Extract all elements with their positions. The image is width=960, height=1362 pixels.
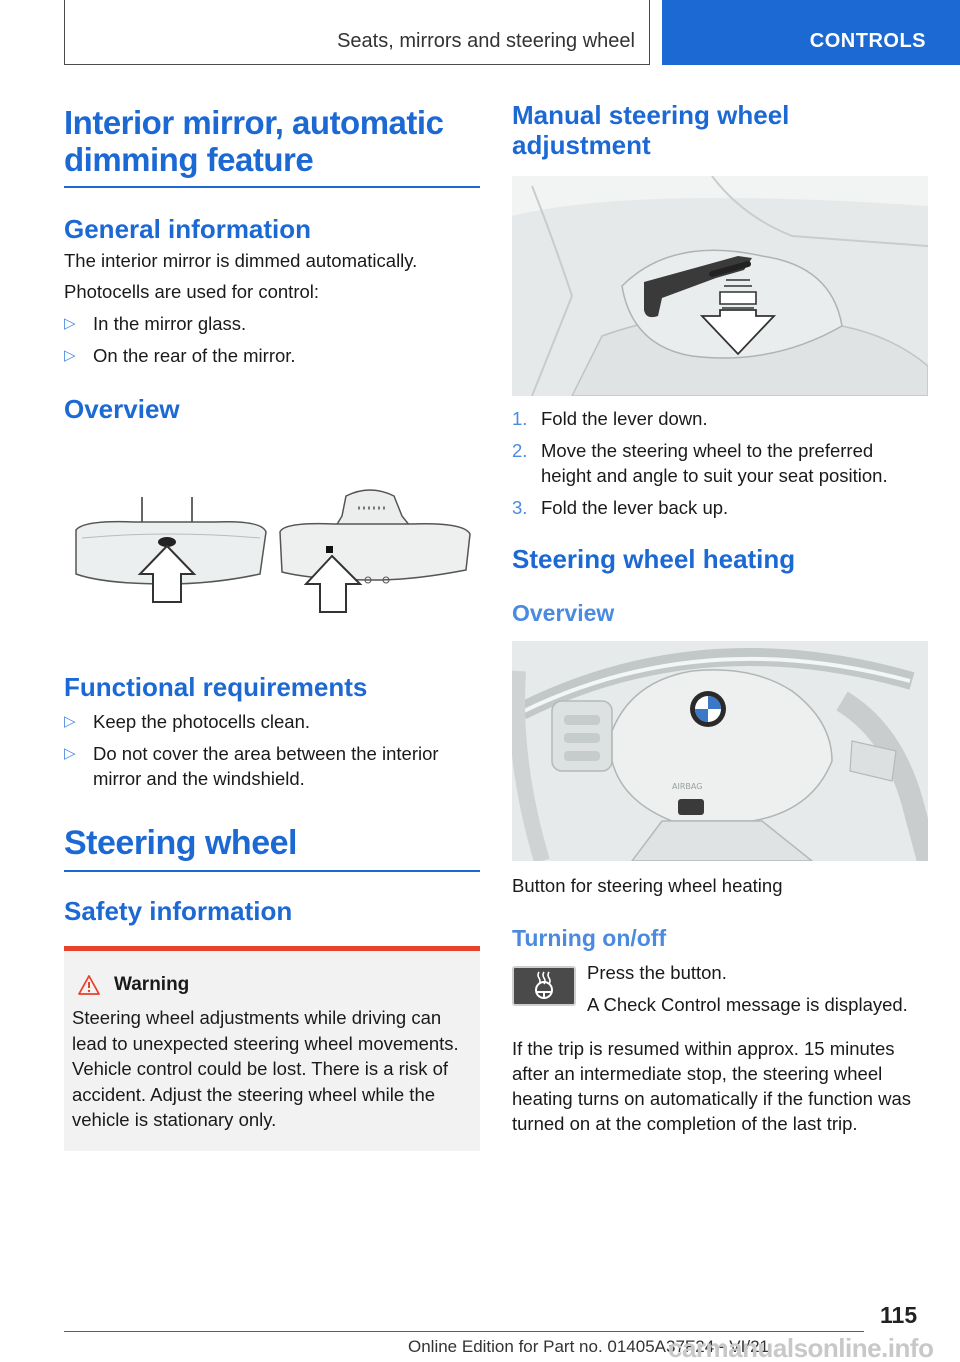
general-paragraph-1: The interior mirror is dimmed automatically.: [64, 250, 418, 271]
header-section-box: [64, 0, 650, 65]
list-item: 3. Fold the lever back up.: [512, 497, 729, 518]
general-information-heading: General information: [64, 214, 312, 244]
press-button-text: Press the button.: [587, 962, 727, 983]
steering-column-lever-illustration: [512, 176, 928, 396]
heating-image-caption: Button for steering wheel heating: [512, 875, 783, 896]
edition-text: Online Edition for Part no. 01405A37F24 - VI/21: [408, 1337, 770, 1356]
list-item: 2. Move the steering wheel to the preferred height and angle to suit your seat position.: [512, 440, 888, 486]
safety-information-heading: Safety information: [64, 896, 293, 926]
triangle-right-icon: ▷: [64, 745, 76, 762]
mirror-section-title: Interior mirror, automatic dimming feature: [64, 104, 444, 178]
warning-box: [64, 946, 480, 1151]
general-paragraph-2: Photocells are used for control:: [64, 281, 320, 302]
steering-lever-image: [512, 176, 928, 396]
chapter-tab-label: CONTROLS: [809, 30, 926, 52]
airbag-marking: AIRBAG: [672, 782, 703, 791]
warning-title: Warning: [114, 974, 190, 995]
footer-rule: [64, 1331, 864, 1332]
triangle-right-icon: ▷: [64, 347, 76, 364]
section-title: Seats, mirrors and steering wheel: [337, 30, 635, 52]
title-rule: [64, 186, 480, 188]
turning-on-off-heading: Turning on/off: [512, 925, 667, 951]
steering-wheel-image: [512, 641, 928, 861]
photocell-list: [64, 311, 480, 368]
warning-triangle-icon: [78, 975, 100, 995]
steering-wheel-title: Steering wheel: [64, 824, 297, 862]
overview-heading: Overview: [64, 394, 180, 424]
list-item: ▷ Keep the photocells clean.: [64, 711, 311, 732]
steering-wheel-illustration: [512, 641, 928, 861]
watermark: carmanualsonline.info: [668, 1333, 934, 1362]
check-control-text: A Check Control message is displayed.: [587, 994, 908, 1015]
manual-adjustment-heading: Manual steering wheel adjustment: [512, 100, 790, 160]
resume-trip-paragraph: If the trip is resumed within approx. 15 minutes after an intermediate stop, the steering wheel heating turns on automatically if the function was turned on at the completion of the last trip.: [512, 1038, 912, 1134]
steering-wheel-heating-icon[interactable]: [512, 966, 576, 1006]
interior-mirror-illustration: [64, 434, 480, 684]
page-number: 115: [880, 1302, 918, 1328]
mirror-overview-image: [64, 434, 480, 684]
functional-requirements-heading: Functional requirements: [64, 672, 368, 702]
header-chapter-tab[interactable]: [662, 0, 960, 65]
functional-list: [64, 709, 480, 791]
warning-title-row: [72, 973, 472, 997]
list-item: ▷ Do not cover the area between the interior mirror and the windshield.: [64, 743, 439, 789]
warning-text: Steering wheel adjustments while driving can lead to unexpected steering wheel movements. Vehicle control could be lost. There is a risk of accident. Adjust the steering wheel while the vehicle is stationary only.: [72, 1007, 459, 1130]
heating-overview-heading: Overview: [512, 600, 615, 626]
heating-button-row: [512, 960, 928, 1022]
title-rule: [64, 870, 480, 872]
right-column: [512, 100, 928, 1136]
triangle-right-icon: ▷: [64, 713, 76, 730]
list-item: ▷ In the mirror glass.: [64, 313, 247, 334]
list-item: ▷ On the rear of the mirror.: [64, 345, 296, 366]
triangle-right-icon: ▷: [64, 315, 76, 332]
list-item: 1. Fold the lever down.: [512, 408, 708, 429]
adjustment-steps: [512, 406, 928, 520]
left-column: [64, 100, 480, 1151]
steering-wheel-heating-heading: Steering wheel heating: [512, 544, 796, 574]
